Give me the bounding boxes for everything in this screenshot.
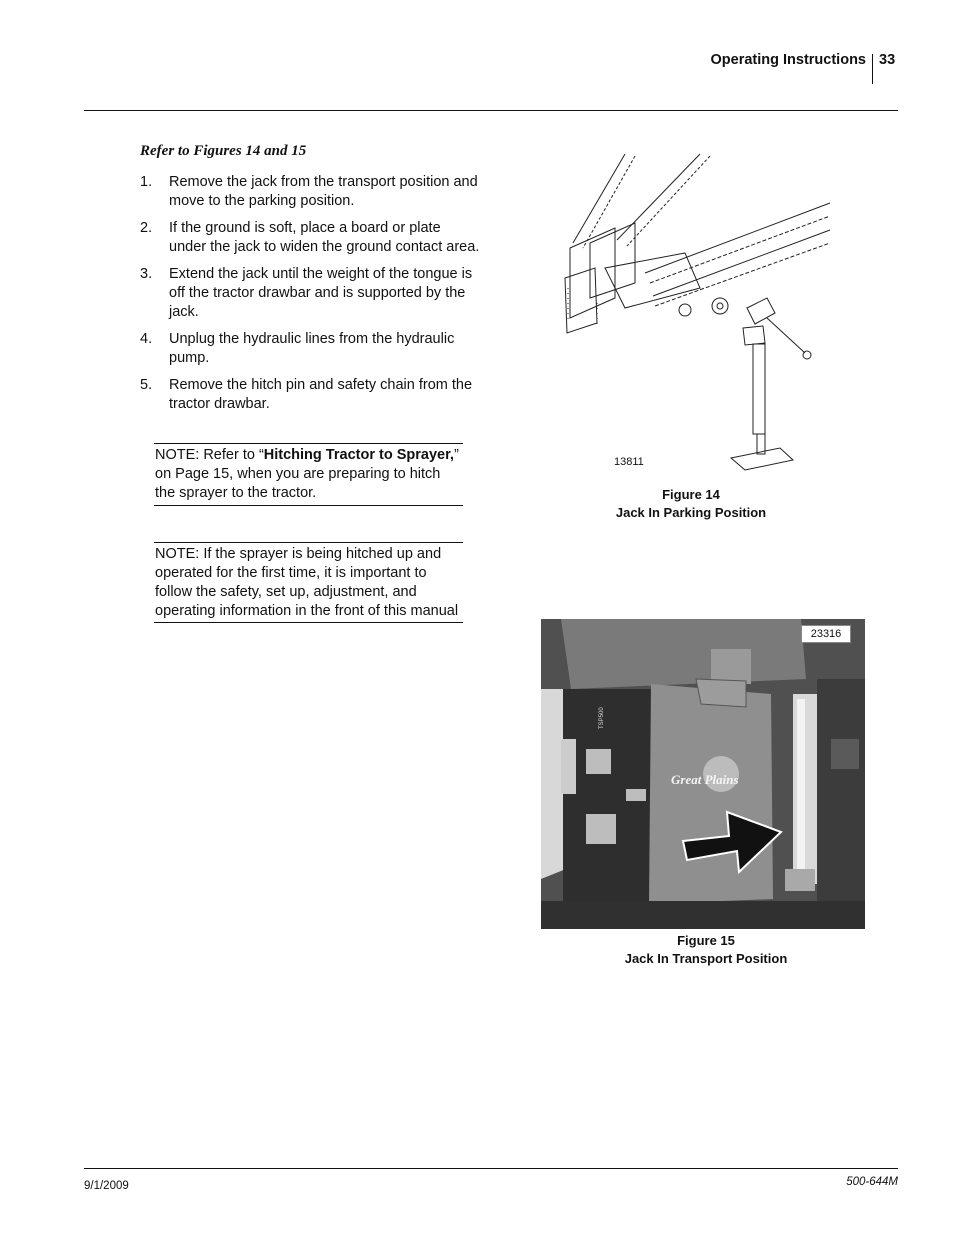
step-item: 3. Extend the jack until the weight of the tongue is off the tractor drawbar and is supported by the jack.: [140, 266, 473, 320]
note-first-time: NOTE: If the sprayer is being hitched up and operated for the first time, it is important to follow the safety, set up, adjustment, and operating information in the front of this manual: [154, 542, 463, 623]
step-item: 4. Unplug the hydraulic lines from the hydraulic pump.: [140, 331, 455, 366]
step-item: 1. Remove the jack from the transport position and move to the parking position.: [140, 174, 478, 209]
figure-14-illustration: [535, 148, 845, 478]
instruction-steps: [140, 173, 480, 422]
note-link-text: Hitching Tractor to Sprayer,: [263, 447, 454, 463]
step-item: 2. If the ground is soft, place a board or plate under the jack to widen the ground contact area.: [140, 220, 480, 255]
footer-document-number: 500-644M: [846, 1176, 898, 1188]
figure-14-id: 13811: [614, 456, 644, 468]
note-hitching: NOTE: Refer to “Hitching Tractor to Sprayer,” on Page 15, when you are preparing to hitch the sprayer to the tractor.: [154, 443, 463, 506]
figure-14-caption: Figure 14 Jack In Parking Position: [615, 487, 767, 520]
brand-logo-text: Great Plains: [671, 772, 739, 787]
section-title: Operating Instructions: [710, 52, 866, 68]
page-number: 33: [879, 52, 896, 68]
step-item: 5. Remove the hitch pin and safety chain from the tractor drawbar.: [140, 377, 473, 412]
footer-date: 9/1/2009: [84, 1180, 129, 1192]
header-divider: [872, 54, 873, 84]
header-rule: [84, 110, 898, 111]
panel-label: TSP500: [599, 707, 605, 729]
footer-rule: [84, 1168, 898, 1169]
figure-15-id: 23316: [801, 625, 851, 643]
figure-reference: Refer to Figures 14 and 15: [140, 143, 307, 159]
figure-15-caption: Figure 15 Jack In Transport Position: [624, 933, 788, 966]
figure-15-scene: [541, 619, 865, 929]
figure-15-photo: [541, 619, 865, 929]
